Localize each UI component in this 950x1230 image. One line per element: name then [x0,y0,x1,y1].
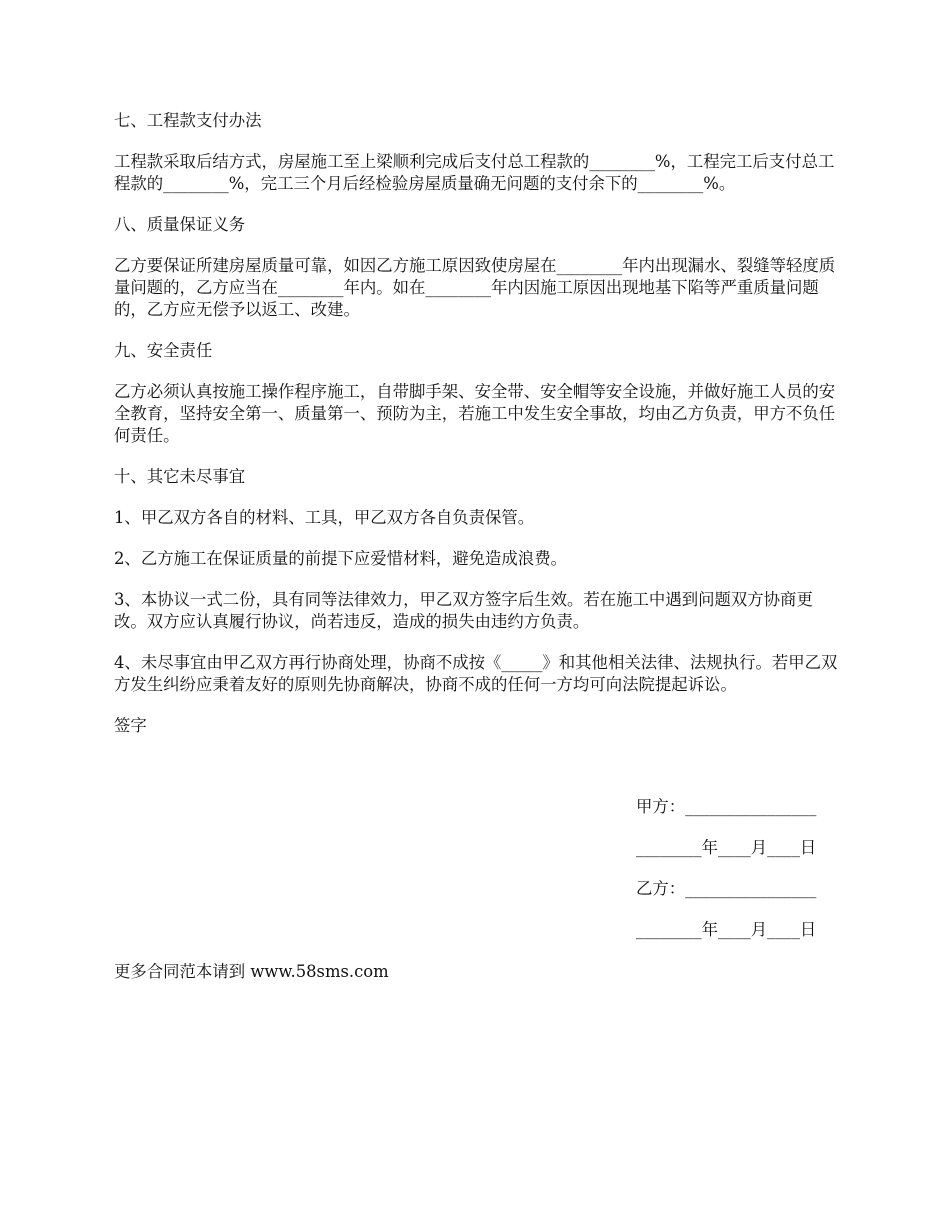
paragraph-quality-guarantee: 乙方要保证所建房屋质量可靠，如因乙方施工原因致使房屋在________年内出现漏水、裂缝等轻度质量问题的，乙方应当在________年内。如在________年内因施工原因出现地基下陷等严重质量问题的，乙方应无偿予以返工、改建。 [114,256,836,319]
section-heading-safety: 九、安全责任 [114,341,213,360]
signature-party-a: 甲方：________________ [636,797,817,816]
section-heading-payment: 七、工程款支付办法 [114,111,262,130]
section-heading-quality: 八、质量保证义务 [114,215,246,234]
paragraph-item-4: 4、未尽事宜由甲乙双方再行协商处理，协商不成按《_____》和其他相关法律、法规执行。若甲乙双方发生纠纷应秉着友好的原则先协商解决，协商不成的任何一方均可向法院提起诉讼。 [114,653,838,694]
paragraph-safety-responsibility: 乙方必须认真按施工操作程序施工，自带脚手架、安全带、安全帽等安全设施，并做好施工人员的安全教育，坚持安全第一、质量第一、预防为主，若施工中发生安全事故，均由乙方负责，甲方不负任何责任。 [114,382,836,445]
paragraph-item-1: 1、甲乙双方各自的材料、工具，甲乙双方各自负责保管。 [114,508,535,527]
section-heading-signature: 签字 [114,716,147,735]
document-body [114,110,844,756]
section-heading-other: 十、其它未尽事宜 [114,467,246,486]
paragraph-item-3: 3、本协议一式二份，具有同等法律效力，甲乙双方签字后生效。若在施工中遇到问题双方协商更改。双方应认真履行协议，尚若违反，造成的损失由违约方负责。 [114,590,813,631]
signature-party-b: 乙方：________________ [636,879,817,898]
footer-link-text: 更多合同范本请到 www.58sms.com [114,962,389,981]
paragraph-item-2: 2、乙方施工在保证质量的前提下应爱惜材料，避免造成浪费。 [114,549,567,568]
paragraph-payment-terms: 工程款采取后结方式，房屋施工至上梁顺利完成后支付总工程款的________%，工程完工后支付总工程款的________%，完工三个月后经检验房屋质量确无问题的支付余下的________%。 [114,152,835,193]
signature-date-b: ________年____月____日 [636,920,817,939]
signature-date-a: ________年____月____日 [636,838,817,857]
